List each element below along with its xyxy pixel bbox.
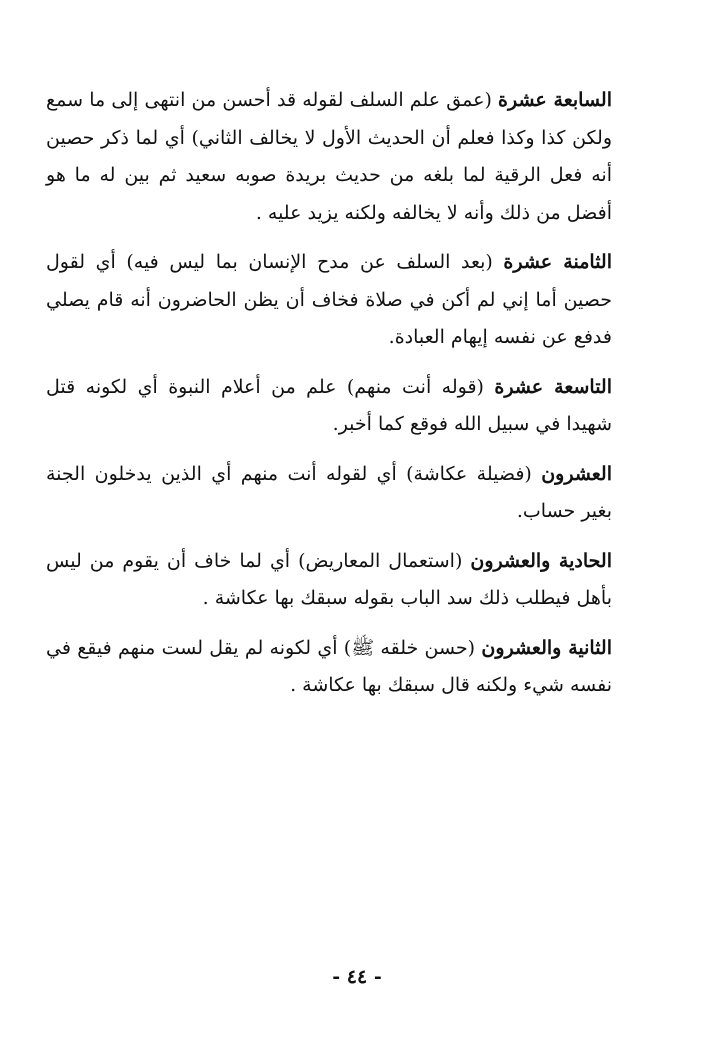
paragraph-text: (بعد السلف عن مدح الإنسان بما ليس فيه) أي لقول حصين أما إني لم أكن في صلاة فخاف أن يظن الحاضرون أنه قام يصلي فدفع عن نفسه إيهام العبادة. [46,251,612,348]
paragraph-text: (استعمال المعاريض) أي لما خاف أن يقوم من ليس بأهل فيطلب ذلك سد الباب بقوله سبقك بها عكاشة . [46,549,612,609]
paragraph-term: الثامنة عشرة [503,251,612,273]
paragraph-term: التاسعة عشرة [494,375,612,398]
paragraph-19 [46,369,612,444]
paragraph-17 [46,82,612,232]
paragraph-term: الحادية والعشرون [470,549,612,572]
paragraph-18 [46,244,612,357]
paragraph-term: السابعة عشرة [498,89,612,111]
paragraph-term: الثانية والعشرون [481,636,612,659]
document-page [46,82,612,717]
paragraph-21 [46,543,612,618]
paragraph-text: (فضيلة عكاشة) أي لقوله أنت منهم أي الذين يدخلون الجنة بغير حساب. [46,462,612,522]
page-number: - ٤٤ - [332,966,382,988]
paragraph-term: العشرون [541,462,612,485]
paragraph-text: (عمق علم السلف لقوله قد أحسن من انتهى إلى ما سمع ولكن كذا وكذا فعلم أن الحديث الأول لا يخالف الثاني) أي لما ذكر حصين أنه فعل الرقية لما بلغه من حديث بريدة صوبه سعيد ثم بين له ما هو أفضل من ذلك وأنه لا يخالفه ولكنه يزيد عليه . [46,89,612,224]
paragraph-text: (قوله أنت منهم) علم من أعلام النبوة أي لكونه قتل شهيدا في سبيل الله فوقع كما أخبر. [46,375,612,435]
paragraph-20 [46,456,612,531]
paragraph-text: (حسن خلقه ﷺ) أي لكونه لم يقل لست منهم فيقع في نفسه شيء ولكنه قال سبقك بها عكاشة . [46,636,612,696]
paragraph-22 [46,630,612,705]
